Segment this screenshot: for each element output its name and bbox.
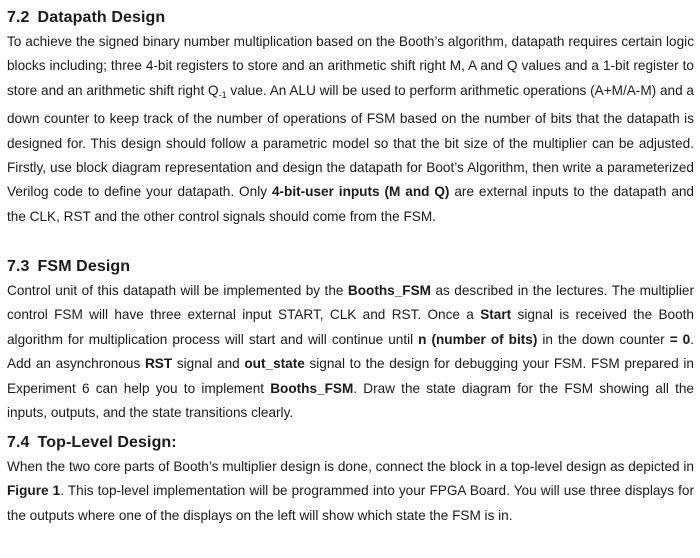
section-top-level-design	[7, 431, 694, 528]
section-datapath-design	[7, 6, 694, 229]
section-fsm-design	[7, 255, 694, 425]
section-paragraph: When the two core parts of Booth’s multiplier design is done, connect the block in a top-level design as depicted in Figure 1. This top-level implementation will be programmed into your FPGA Board. You will use three displays for the outputs where one of the displays on the left will show which state the FSM is in.	[7, 459, 695, 523]
section-paragraph: Control unit of this datapath will be implemented by the Booths_FSM as described in the lectures. The multiplier control FSM will have three external input START, CLK and RST. Once a Start signal is received the Booth algorithm for multiplication process will start and will continue until n (number of bits) in the down counter = 0. Add an asynchronous RST signal and out_state signal to the design for debugging your FSM. FSM prepared in Experiment 6 can help you to implement Booths_FSM. Draw the state diagram for the FSM showing all the inputs, outputs, and the state transitions clearly.	[7, 283, 695, 421]
section-paragraph: To achieve the signed binary number multiplication based on the Booth’s algorithm, datapath requires certain logic blocks including; three 4-bit registers to store and an arithmetic shift right M, A and Q values and a 1-bit register to store and an arithmetic shift right $Q_{-1}$ value. An ALU will be used to perform arithmetic operations (A+M/A-M) and a down counter to keep track of the number of operations of FSM based on the number of bits that the datapath is designed for. This design should follow a parametric model so that the bit size of the multiplier can be adjusted. Firstly, use block diagram representation and design the datapath for Boot’s Algorithm, then write a parameterized Verilog code to define your datapath. Only 4-bit-user inputs (M and Q) are external inputs to the datapath and the CLK, RST and the other control signals should come from the FSM.	[7, 34, 694, 224]
section-heading: 7.4 Top-Level Design:	[7, 434, 177, 451]
section-heading: 7.2 Datapath Design	[7, 9, 166, 26]
section-heading: 7.3 FSM Design	[7, 258, 131, 275]
